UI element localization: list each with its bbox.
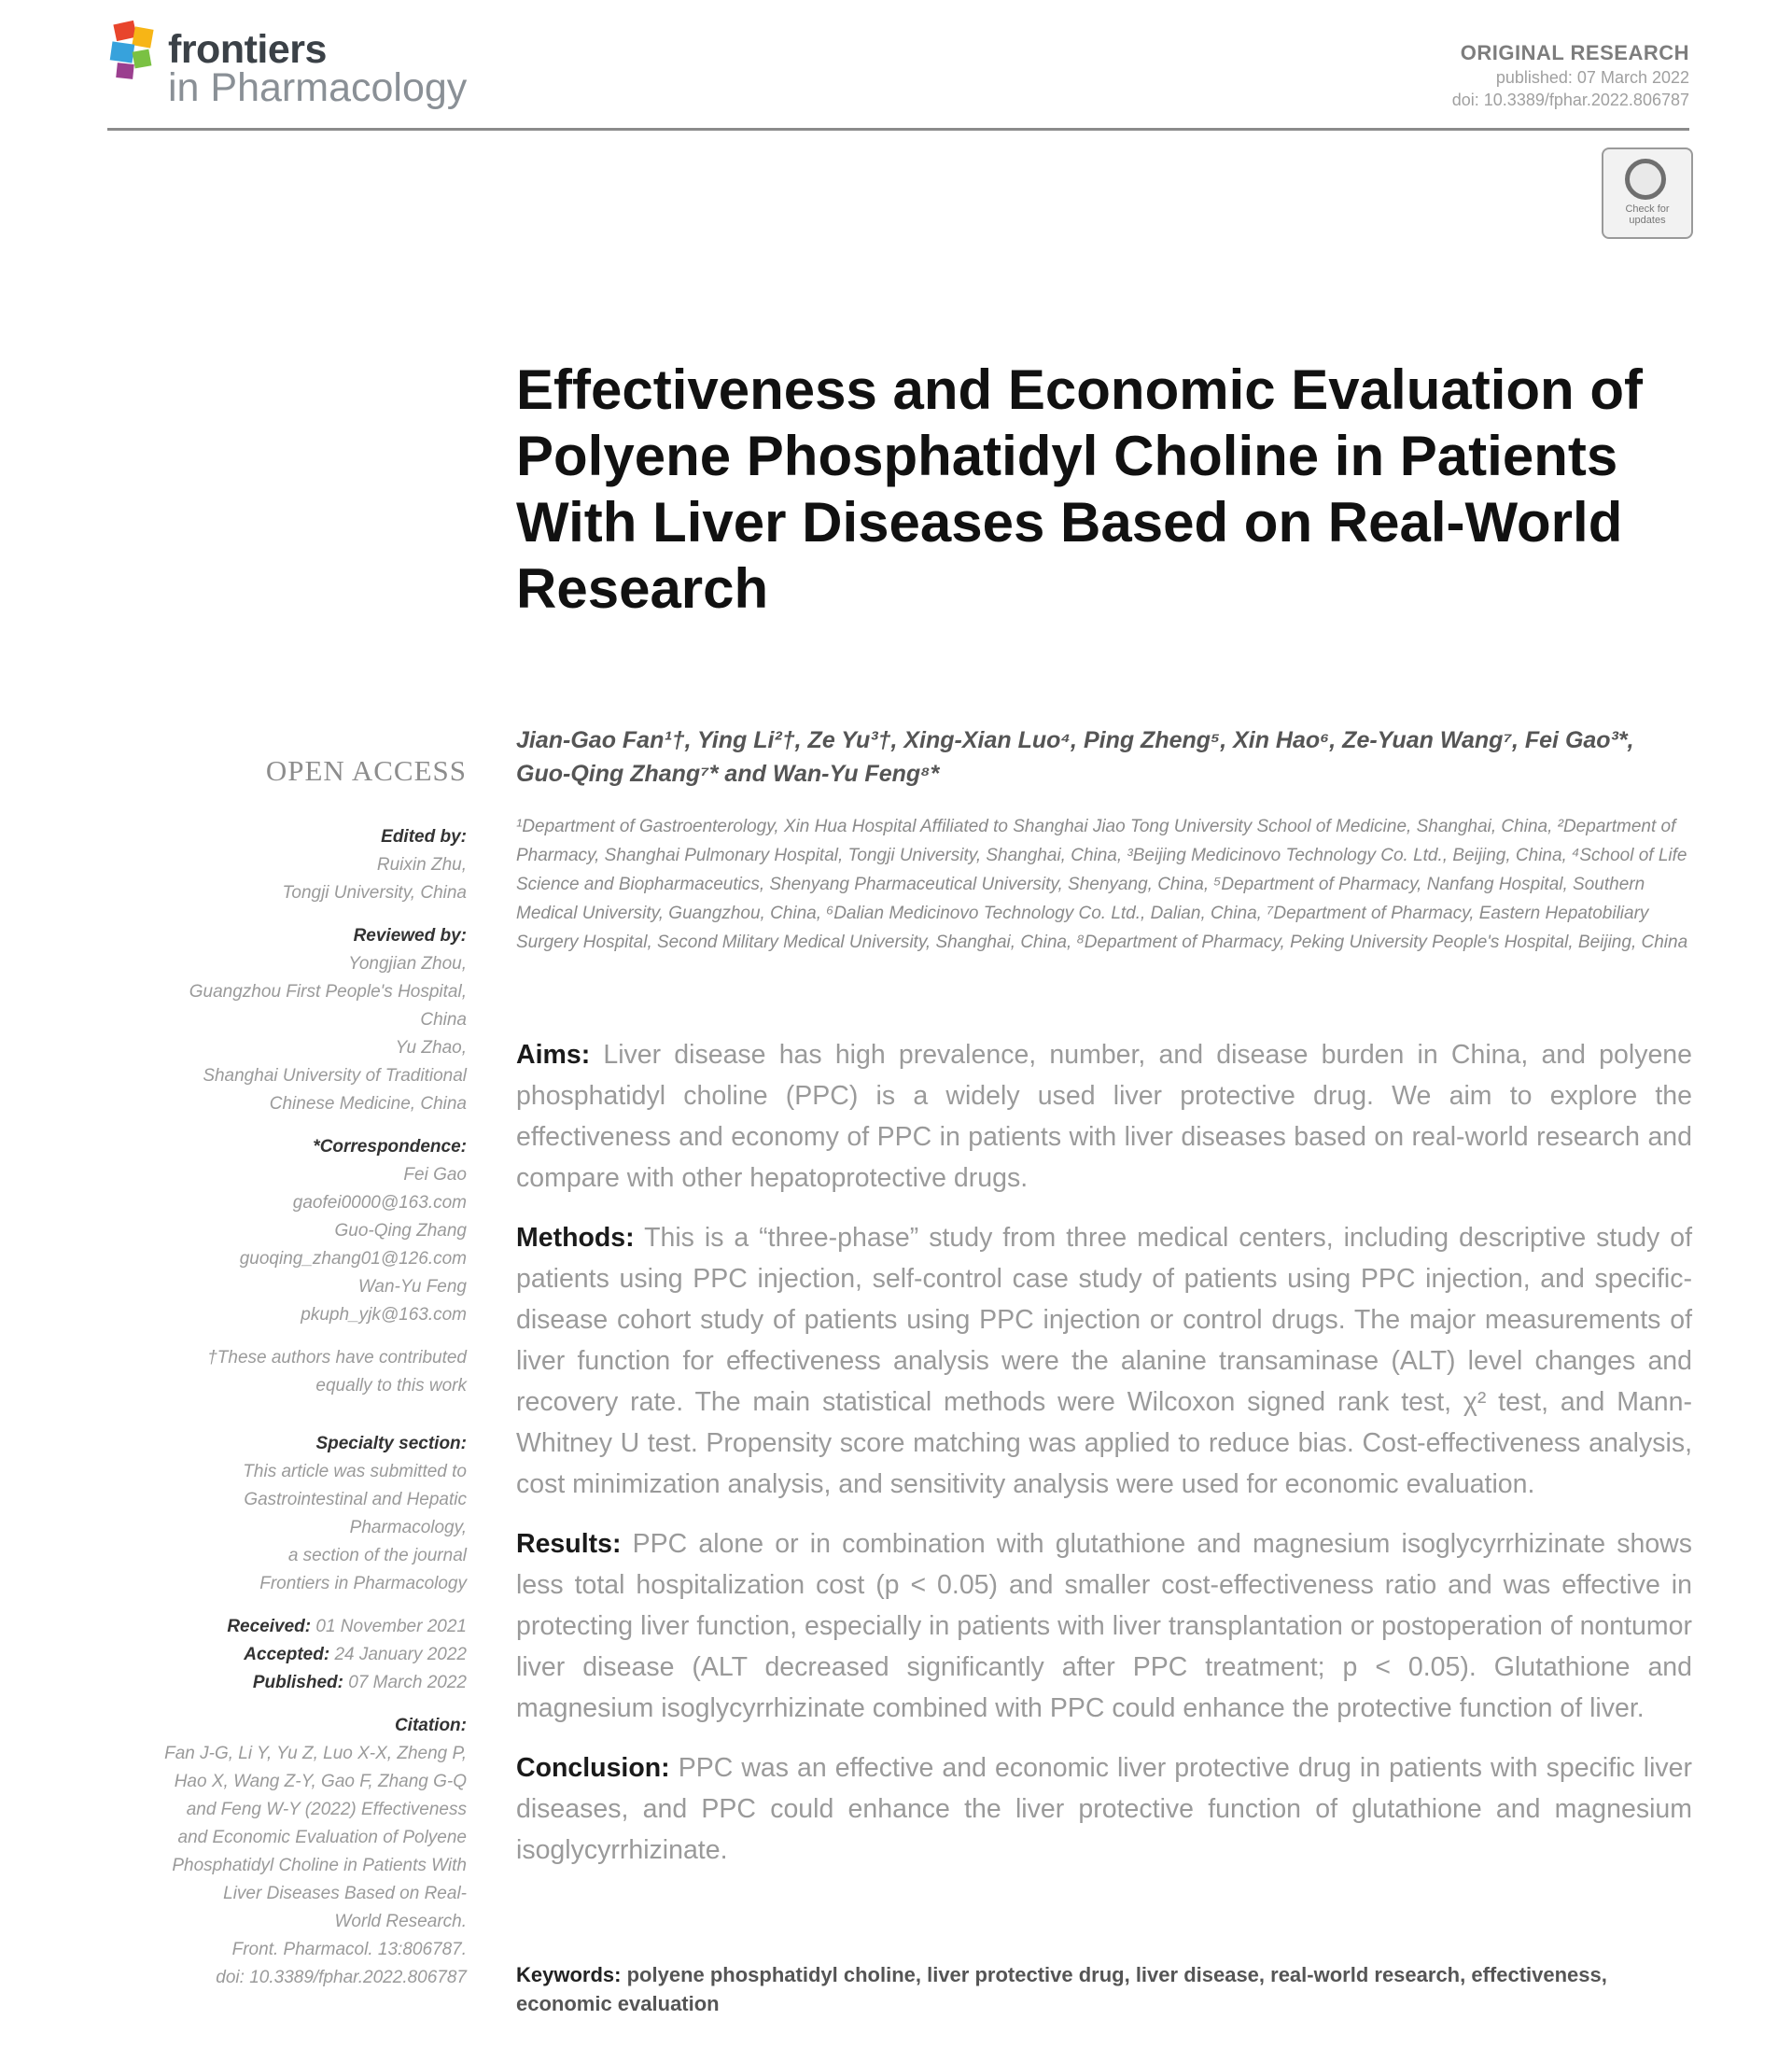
reviewer-affiliation: Chinese Medicine, China — [269, 1094, 467, 1114]
methods-label: Methods: — [516, 1223, 635, 1253]
specialty-text: Frontiers in Pharmacology — [259, 1574, 467, 1593]
published-date-row — [93, 1669, 467, 1697]
keywords-text: polyene phosphatidyl choline, liver protective drug, liver disease, real-world research, effectiveness, economic evaluation — [516, 1963, 1607, 2015]
citation-label: Citation: — [394, 1716, 467, 1735]
citation-text: and Economic Evaluation of Polyene — [177, 1828, 467, 1847]
results-text: PPC alone or in combination with glutathione and magnesium isoglycyrrhizinate shows less total hospitalization cost (p < 0.05) and smaller cost-effectiveness ratio and was effective in protecting liver function, especially in patients with liver transplantation or postoperation of nontumor liver disease (ALT decreased significantly after PPC treatment; p < 0.05). Glutathione and magnesium isoglycyrrhizinate combined with PPC could enhance the protective function of liver. — [516, 1529, 1692, 1723]
doi-link[interactable]: doi: 10.3389/fphar.2022.806787 — [1451, 91, 1689, 109]
open-access-label: OPEN ACCESS — [265, 754, 467, 787]
article-type: ORIGINAL RESEARCH — [1460, 41, 1689, 64]
citation-text: Hao X, Wang Z-Y, Gao F, Zhang G-Q — [174, 1772, 467, 1791]
specialty-text: Pharmacology, — [349, 1518, 467, 1537]
affiliation-list: ¹Department of Gastroenterology, Xin Hua Hospital Affiliated to Shanghai Jiao Tong University School of Medicine, Shanghai, China, ²Department of Pharmacy, Shanghai Pulmonary Hospital, Tongji University, Shanghai, China, ³Beijing Medicinovo Technology Co. Ltd., Beijing, China, ⁴School of Life Science and Biopharmaceutics, Shenyang Pharmaceutical University, Shenyang, China, ⁵Department of Pharmacy, Nanfang Hospital, Southern Medical University, Guangzhou, China, ⁶Dalian Medicinovo Technology Co. Ltd., Dalian, China, ⁷Department of Pharmacy, Eastern Hepatobiliary Surgery Hospital, Second Military Medical University, Shanghai, China, ⁸Department of Pharmacy, Peking University People's Hospital, Beijing, China — [516, 817, 1688, 952]
brand-name: frontiers — [168, 27, 327, 72]
article-meta — [1452, 41, 1689, 110]
check-updates-icon — [1625, 159, 1666, 200]
received-date: 01 November 2021 — [315, 1617, 467, 1636]
correspondent-name: Fei Gao — [403, 1165, 467, 1185]
accepted-date: 24 January 2022 — [334, 1645, 467, 1664]
specialty-text: a section of the journal — [287, 1546, 467, 1565]
header-divider — [107, 128, 1689, 131]
citation-text: Front. Pharmacol. 13:806787. — [231, 1940, 467, 1959]
received-date-row — [93, 1613, 467, 1641]
specialty-section-label: Specialty section: — [315, 1434, 467, 1453]
reviewed-by-label: Reviewed by: — [353, 926, 467, 946]
reviewer-affiliation: China — [420, 1010, 467, 1030]
citation-text: Liver Diseases Based on Real- — [223, 1884, 467, 1903]
check-updates-label: Check for updates — [1625, 203, 1670, 226]
accepted-label: Accepted: — [244, 1645, 330, 1664]
equal-contribution-note: †These authors have contributed — [207, 1348, 467, 1368]
equal-contribution-note: equally to this work — [315, 1376, 467, 1396]
correspondent-email[interactable]: gaofei0000@163.com — [292, 1193, 467, 1213]
methods-text: This is a “three-phase” study from three medical centers, including descriptive study of patients using PPC injection, self-control case study of patients using PPC injection, and specific-disease cohort study of patients using PPC injection or control drugs. The major measurements of liver function for effectiveness analysis were the alanine transaminase (ALT) level changes and recovery rate. The main statistical methods were Wilcoxon signed rank test, χ² test, and Mann-Whitney U test. Propensity score matching was applied to reduce bias. Cost-effectiveness analysis, cost minimization analysis, and sensitivity analysis were used for economic evaluation. — [516, 1223, 1692, 1499]
results-label: Results: — [516, 1529, 622, 1559]
specialty-text: This article was submitted to — [243, 1462, 467, 1481]
abstract — [516, 1034, 1692, 1889]
citation-text: Phosphatidyl Choline in Patients With — [172, 1856, 467, 1875]
abstract-methods — [516, 1217, 1692, 1505]
editor-name: Ruixin Zhu, — [376, 855, 467, 875]
citation-text: and Feng W-Y (2022) Effectiveness — [186, 1800, 467, 1819]
correspondent-email[interactable]: pkuph_yjk@163.com — [301, 1305, 467, 1325]
reviewer-name: Yongjian Zhou, — [348, 954, 467, 974]
received-label: Received: — [227, 1617, 312, 1636]
reviewer-affiliation: Guangzhou First People's Hospital, — [189, 982, 467, 1002]
journal-brand[interactable] — [168, 28, 467, 108]
published-date-value: 07 March 2022 — [348, 1673, 467, 1692]
accepted-date-row — [93, 1641, 467, 1669]
published-label: Published: — [252, 1673, 343, 1692]
check-for-updates-button[interactable] — [1602, 147, 1693, 239]
editor-affiliation: Tongji University, China — [282, 883, 467, 903]
correspondence-label: *Correspondence: — [313, 1137, 467, 1157]
frontiers-logo-icon — [105, 19, 161, 84]
keywords-label: Keywords: — [516, 1963, 622, 1986]
specialty-text: Gastrointestinal and Hepatic — [244, 1490, 467, 1509]
citation-doi[interactable]: doi: 10.3389/fphar.2022.806787 — [216, 1968, 467, 1987]
aims-text: Liver disease has high prevalence, number, and disease burden in China, and polyene phosphatidyl choline (PPC) is a widely used liver protective drug. We aim to explore the effectiveness and economy of PPC in patients with liver diseases based on real-world research and compare with other hepatoprotective drugs. — [516, 1040, 1693, 1193]
published-date: published: 07 March 2022 — [1495, 68, 1689, 87]
edited-by-label: Edited by: — [381, 827, 467, 847]
keywords — [516, 1960, 1692, 2018]
citation-text: Fan J-G, Li Y, Yu Z, Luo X-X, Zheng P, — [164, 1744, 467, 1763]
aims-label: Aims: — [516, 1040, 591, 1070]
article-sidebar — [93, 754, 467, 1992]
journal-name: in Pharmacology — [168, 65, 468, 110]
reviewer-name: Yu Zhao, — [395, 1038, 467, 1058]
citation-text: World Research. — [334, 1912, 467, 1931]
correspondent-email[interactable]: guoqing_zhang01@126.com — [239, 1249, 467, 1269]
article-title: Effectiveness and Economic Evaluation of Polyene Phosphatidyl Choline in Patients With Liver Diseases Based on Real-World Research — [516, 358, 1643, 620]
correspondent-name: Wan-Yu Feng — [357, 1277, 467, 1297]
abstract-conclusion — [516, 1747, 1692, 1871]
abstract-results — [516, 1523, 1692, 1729]
correspondent-name: Guo-Qing Zhang — [334, 1221, 467, 1241]
author-list: Jian-Gao Fan¹†, Ying Li²†, Ze Yu³†, Xing-Xian Luo⁴, Ping Zheng⁵, Xin Hao⁶, Ze-Yuan Wang⁷, Fei Gao³*, Guo-Qing Zhang⁷* and Wan-Yu Feng⁸* — [516, 727, 1634, 787]
conclusion-text: PPC was an effective and economic liver protective drug in patients with specific liver diseases, and PPC could enhance the liver protective function of glutathione and magnesium isoglycyrrhizinate. — [516, 1753, 1692, 1865]
conclusion-label: Conclusion: — [516, 1753, 670, 1783]
reviewer-affiliation: Shanghai University of Traditional — [203, 1066, 467, 1086]
abstract-aims — [516, 1034, 1692, 1199]
